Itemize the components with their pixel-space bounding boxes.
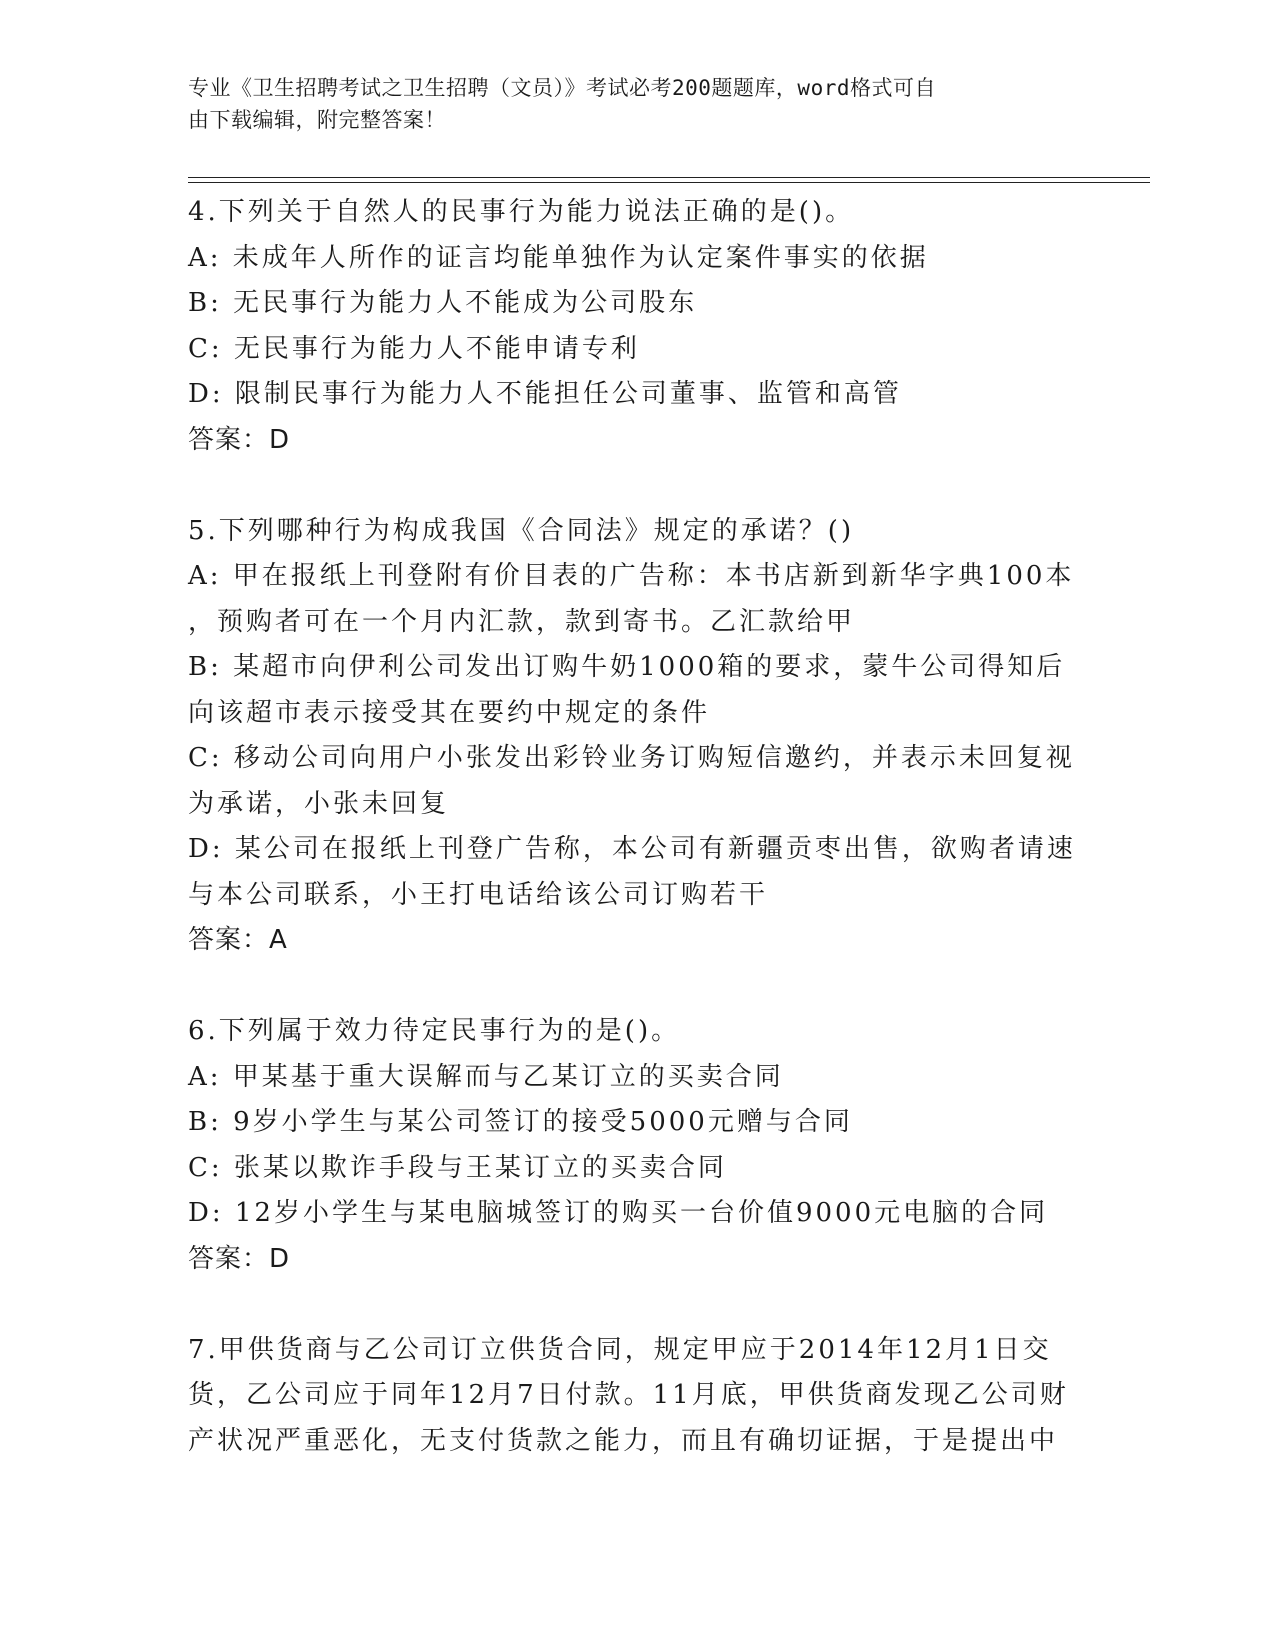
answer-option [188, 281, 1088, 327]
answer-option [188, 554, 1088, 645]
answer-option-line: 为承诺，小张未回复 [188, 788, 450, 819]
header-line-1: 专业《卫生招聘考试之卫生招聘（文员）》考试必考200题题库，word格式可自 [188, 76, 936, 100]
question-block [188, 1009, 1088, 1282]
answer-option-line: C: 无民事行为能力人不能申请专利 [188, 333, 640, 364]
answer-option [188, 1055, 1088, 1101]
answer-key: 答案：D [188, 424, 291, 455]
question-stem-line: 货，乙公司应于同年12月7日付款。11月底，甲供货商发现乙公司财 [188, 1380, 1069, 1410]
answer-option [188, 1100, 1088, 1146]
answer-option-line: B: 某超市向伊利公司发出订购牛奶1000箱的要求，蒙牛公司得知后 [188, 652, 1066, 682]
question-stem-line: 7.甲供货商与乙公司订立供货合同，规定甲应于2014年12月1日交 [188, 1334, 1052, 1365]
header-divider-top [188, 177, 1150, 178]
header-line-2: 由下载编辑，附完整答案！ [188, 108, 446, 132]
header-divider-bottom [188, 182, 1150, 183]
answer-option-line: A: 甲在报纸上刊登附有价目表的广告称：本书店新到新华字典100本 [188, 561, 1075, 591]
answer-option-line: D: 限制民事行为能力人不能担任公司董事、监管和高管 [188, 379, 902, 409]
answer-option-line: C: 移动公司向用户小张发出彩铃业务订购短信邀约，并表示未回复视 [188, 743, 1075, 773]
answer-key: 答案：A [188, 925, 288, 955]
answer-option [188, 645, 1088, 736]
question-list [188, 190, 1088, 1510]
answer-option [188, 327, 1088, 373]
answer-option [188, 1146, 1088, 1192]
answer-option-line: D: 12岁小学生与某电脑城签订的购买一台价值9000元电脑的合同 [188, 1198, 1049, 1228]
question-block [188, 1328, 1088, 1465]
answer-option-line: A: 未成年人所作的证言均能单独作为认定案件事实的依据 [188, 242, 929, 273]
answer-option [188, 827, 1088, 918]
answer-option [188, 1191, 1088, 1237]
answer-option-line: A: 甲某基于重大误解而与乙某订立的买卖合同 [188, 1061, 784, 1092]
answer-option [188, 236, 1088, 282]
answer-option-line: B: 无民事行为能力人不能成为公司股东 [188, 288, 698, 318]
question-block [188, 509, 1088, 964]
answer-option-line: ，预购者可在一个月内汇款，款到寄书。乙汇款给甲 [188, 606, 856, 637]
question-block [188, 190, 1088, 463]
answer-option-line: C: 张某以欺诈手段与王某订立的买卖合同 [188, 1152, 727, 1183]
answer-option-line: D: 某公司在报纸上刊登广告称，本公司有新疆贡枣出售，欲购者请速 [188, 834, 1076, 864]
answer-option [188, 736, 1088, 827]
answer-key: 答案：D [188, 1243, 291, 1274]
answer-option-line: B: 9岁小学生与某公司签订的接受5000元赠与合同 [188, 1107, 853, 1137]
answer-option [188, 372, 1088, 418]
question-stem-line: 6.下列属于效力待定民事行为的是()。 [188, 1016, 681, 1046]
question-stem-line: 产状况严重恶化，无支付货款之能力，而且有确切证据，于是提出中 [188, 1425, 1059, 1456]
document-header [188, 72, 1068, 136]
answer-option-line: 向该超市表示接受其在要约中规定的条件 [188, 697, 711, 728]
question-stem-line: 5.下列哪种行为构成我国《合同法》规定的承诺？() [188, 515, 855, 546]
question-stem-line: 4.下列关于自然人的民事行为能力说法正确的是()。 [188, 197, 855, 227]
answer-option-line: 与本公司联系，小王打电话给该公司订购若干 [188, 879, 769, 910]
